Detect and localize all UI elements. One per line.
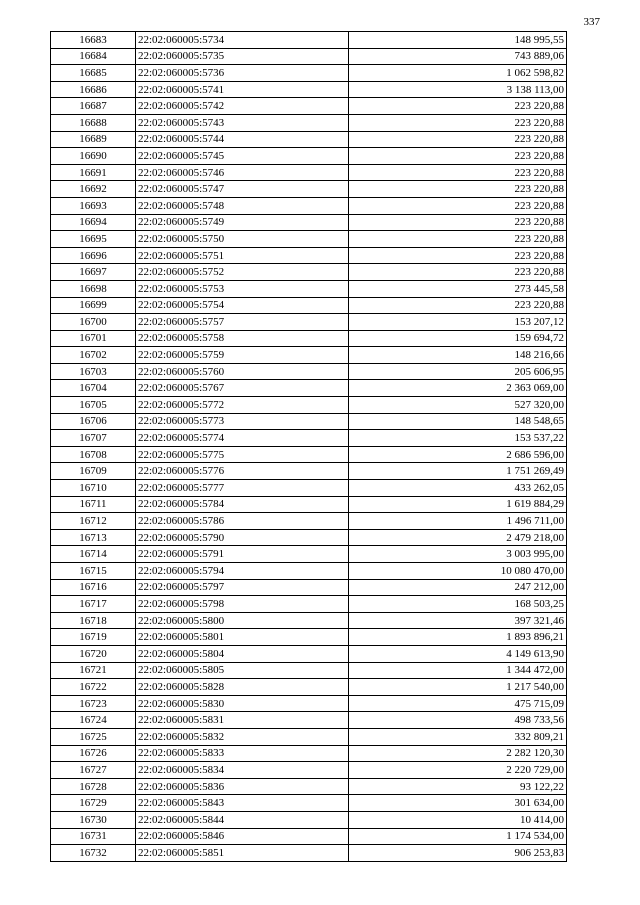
cadastral-value: 223 220,88 <box>349 197 567 214</box>
row-number: 16699 <box>51 297 136 314</box>
cadastral-number: 22:02:060005:5743 <box>136 114 349 131</box>
row-number: 16684 <box>51 48 136 65</box>
page-number: 337 <box>583 16 600 28</box>
table-row <box>51 380 567 397</box>
table-row <box>51 629 567 646</box>
cadastral-value: 247 212,00 <box>349 579 567 596</box>
cadastral-number: 22:02:060005:5751 <box>136 247 349 264</box>
row-number: 16725 <box>51 728 136 745</box>
table-row <box>51 513 567 530</box>
row-number: 16707 <box>51 430 136 447</box>
cadastral-value: 2 479 218,00 <box>349 529 567 546</box>
cadastral-number: 22:02:060005:5797 <box>136 579 349 596</box>
cadastral-number: 22:02:060005:5844 <box>136 811 349 828</box>
table-row <box>51 811 567 828</box>
cadastral-number: 22:02:060005:5776 <box>136 463 349 480</box>
cadastral-number: 22:02:060005:5828 <box>136 679 349 696</box>
cadastral-value: 475 715,09 <box>349 695 567 712</box>
cadastral-number: 22:02:060005:5830 <box>136 695 349 712</box>
cadastral-number: 22:02:060005:5774 <box>136 430 349 447</box>
cadastral-number: 22:02:060005:5735 <box>136 48 349 65</box>
cadastral-number: 22:02:060005:5833 <box>136 745 349 762</box>
row-number: 16723 <box>51 695 136 712</box>
table-row <box>51 164 567 181</box>
cadastral-value: 1 344 472,00 <box>349 662 567 679</box>
cadastral-number: 22:02:060005:5752 <box>136 264 349 281</box>
table-row <box>51 32 567 49</box>
cadastral-number: 22:02:060005:5759 <box>136 347 349 364</box>
cadastral-value: 223 220,88 <box>349 181 567 198</box>
cadastral-value: 3 003 995,00 <box>349 546 567 563</box>
row-number: 16716 <box>51 579 136 596</box>
row-number: 16689 <box>51 131 136 148</box>
table-row <box>51 98 567 115</box>
cadastral-number: 22:02:060005:5758 <box>136 330 349 347</box>
table-row <box>51 563 567 580</box>
table-row <box>51 214 567 231</box>
cadastral-value: 205 606,95 <box>349 363 567 380</box>
row-number: 16685 <box>51 65 136 82</box>
cadastral-number: 22:02:060005:5794 <box>136 563 349 580</box>
row-number: 16727 <box>51 762 136 779</box>
row-number: 16698 <box>51 280 136 297</box>
cadastral-number: 22:02:060005:5744 <box>136 131 349 148</box>
row-number: 16728 <box>51 778 136 795</box>
cadastral-value: 223 220,88 <box>349 148 567 165</box>
cadastral-value: 4 149 613,90 <box>349 645 567 662</box>
cadastral-number: 22:02:060005:5777 <box>136 480 349 497</box>
cadastral-value: 148 995,55 <box>349 32 567 49</box>
cadastral-number: 22:02:060005:5773 <box>136 413 349 430</box>
cadastral-number: 22:02:060005:5750 <box>136 231 349 248</box>
row-number: 16718 <box>51 612 136 629</box>
row-number: 16693 <box>51 197 136 214</box>
cadastral-number: 22:02:060005:5805 <box>136 662 349 679</box>
table-row <box>51 397 567 414</box>
row-number: 16686 <box>51 81 136 98</box>
cadastral-value: 159 694,72 <box>349 330 567 347</box>
cadastral-value: 223 220,88 <box>349 214 567 231</box>
cadastral-number: 22:02:060005:5790 <box>136 529 349 546</box>
cadastral-number: 22:02:060005:5747 <box>136 181 349 198</box>
table-row <box>51 463 567 480</box>
table-row <box>51 314 567 331</box>
cadastral-number: 22:02:060005:5801 <box>136 629 349 646</box>
table-row <box>51 679 567 696</box>
cadastral-value: 301 634,00 <box>349 795 567 812</box>
cadastral-value: 223 220,88 <box>349 264 567 281</box>
cadastral-number: 22:02:060005:5745 <box>136 148 349 165</box>
table-row <box>51 297 567 314</box>
row-number: 16702 <box>51 347 136 364</box>
cadastral-value: 3 138 113,00 <box>349 81 567 98</box>
cadastral-number: 22:02:060005:5843 <box>136 795 349 812</box>
cadastral-value: 148 548,65 <box>349 413 567 430</box>
table-row <box>51 446 567 463</box>
table-row <box>51 645 567 662</box>
row-number: 16730 <box>51 811 136 828</box>
row-number: 16696 <box>51 247 136 264</box>
row-number: 16703 <box>51 363 136 380</box>
row-number: 16722 <box>51 679 136 696</box>
cadastral-value: 2 220 729,00 <box>349 762 567 779</box>
row-number: 16695 <box>51 231 136 248</box>
row-number: 16694 <box>51 214 136 231</box>
row-number: 16721 <box>51 662 136 679</box>
table-row <box>51 529 567 546</box>
cadastral-value: 433 262,05 <box>349 480 567 497</box>
cadastral-number: 22:02:060005:5746 <box>136 164 349 181</box>
cadastral-value: 1 893 896,21 <box>349 629 567 646</box>
cadastral-number: 22:02:060005:5846 <box>136 828 349 845</box>
table-row <box>51 480 567 497</box>
cadastral-value: 93 122,22 <box>349 778 567 795</box>
row-number: 16729 <box>51 795 136 812</box>
cadastral-value: 223 220,88 <box>349 297 567 314</box>
cadastral-value: 1 174 534,00 <box>349 828 567 845</box>
table-row <box>51 430 567 447</box>
cadastral-value: 223 220,88 <box>349 164 567 181</box>
row-number: 16691 <box>51 164 136 181</box>
row-number: 16713 <box>51 529 136 546</box>
cadastral-number: 22:02:060005:5775 <box>136 446 349 463</box>
row-number: 16700 <box>51 314 136 331</box>
cadastral-value: 397 321,46 <box>349 612 567 629</box>
cadastral-number: 22:02:060005:5831 <box>136 712 349 729</box>
table-row <box>51 264 567 281</box>
table-row <box>51 596 567 613</box>
row-number: 16724 <box>51 712 136 729</box>
table-row <box>51 745 567 762</box>
cadastral-value: 223 220,88 <box>349 131 567 148</box>
row-number: 16732 <box>51 845 136 862</box>
row-number: 16709 <box>51 463 136 480</box>
row-number: 16726 <box>51 745 136 762</box>
table-row <box>51 712 567 729</box>
cadastral-value: 527 320,00 <box>349 397 567 414</box>
table-row <box>51 197 567 214</box>
row-number: 16697 <box>51 264 136 281</box>
cadastral-number: 22:02:060005:5748 <box>136 197 349 214</box>
row-number: 16720 <box>51 645 136 662</box>
cadastral-value: 223 220,88 <box>349 114 567 131</box>
table-row <box>51 81 567 98</box>
cadastral-number: 22:02:060005:5804 <box>136 645 349 662</box>
table-row <box>51 845 567 862</box>
cadastral-value: 10 080 470,00 <box>349 563 567 580</box>
cadastral-value: 2 686 596,00 <box>349 446 567 463</box>
cadastral-number: 22:02:060005:5753 <box>136 280 349 297</box>
cadastral-number: 22:02:060005:5754 <box>136 297 349 314</box>
cadastral-value: 153 207,12 <box>349 314 567 331</box>
cadastral-value-table <box>50 31 567 862</box>
cadastral-value: 332 809,21 <box>349 728 567 745</box>
table-row <box>51 579 567 596</box>
table-row <box>51 695 567 712</box>
row-number: 16714 <box>51 546 136 563</box>
row-number: 16683 <box>51 32 136 49</box>
row-number: 16687 <box>51 98 136 115</box>
row-number: 16717 <box>51 596 136 613</box>
row-number: 16688 <box>51 114 136 131</box>
cadastral-value: 273 445,58 <box>349 280 567 297</box>
cadastral-number: 22:02:060005:5767 <box>136 380 349 397</box>
cadastral-number: 22:02:060005:5749 <box>136 214 349 231</box>
table-row <box>51 65 567 82</box>
cadastral-number: 22:02:060005:5784 <box>136 496 349 513</box>
row-number: 16706 <box>51 413 136 430</box>
table-row <box>51 48 567 65</box>
table-row <box>51 762 567 779</box>
table-row <box>51 114 567 131</box>
table-row <box>51 131 567 148</box>
cadastral-value: 223 220,88 <box>349 98 567 115</box>
table-row <box>51 280 567 297</box>
row-number: 16710 <box>51 480 136 497</box>
table-row <box>51 363 567 380</box>
row-number: 16692 <box>51 181 136 198</box>
cadastral-number: 22:02:060005:5836 <box>136 778 349 795</box>
cadastral-number: 22:02:060005:5798 <box>136 596 349 613</box>
table-row <box>51 148 567 165</box>
cadastral-value: 168 503,25 <box>349 596 567 613</box>
row-number: 16711 <box>51 496 136 513</box>
cadastral-number: 22:02:060005:5742 <box>136 98 349 115</box>
row-number: 16712 <box>51 513 136 530</box>
row-number: 16690 <box>51 148 136 165</box>
cadastral-value: 1 217 540,00 <box>349 679 567 696</box>
cadastral-number: 22:02:060005:5834 <box>136 762 349 779</box>
cadastral-number: 22:02:060005:5832 <box>136 728 349 745</box>
cadastral-value: 906 253,83 <box>349 845 567 862</box>
row-number: 16731 <box>51 828 136 845</box>
cadastral-number: 22:02:060005:5736 <box>136 65 349 82</box>
table-row <box>51 496 567 513</box>
table-row <box>51 662 567 679</box>
cadastral-number: 22:02:060005:5851 <box>136 845 349 862</box>
row-number: 16708 <box>51 446 136 463</box>
row-number: 16705 <box>51 397 136 414</box>
table-row <box>51 231 567 248</box>
cadastral-number: 22:02:060005:5800 <box>136 612 349 629</box>
cadastral-number: 22:02:060005:5786 <box>136 513 349 530</box>
table-row <box>51 330 567 347</box>
cadastral-value: 148 216,66 <box>349 347 567 364</box>
cadastral-number: 22:02:060005:5734 <box>136 32 349 49</box>
cadastral-value: 2 282 120,30 <box>349 745 567 762</box>
table-row <box>51 795 567 812</box>
cadastral-value: 153 537,22 <box>349 430 567 447</box>
table-row <box>51 181 567 198</box>
row-number: 16704 <box>51 380 136 397</box>
cadastral-number: 22:02:060005:5741 <box>136 81 349 98</box>
row-number: 16715 <box>51 563 136 580</box>
cadastral-value: 10 414,00 <box>349 811 567 828</box>
cadastral-number: 22:02:060005:5760 <box>136 363 349 380</box>
table-row <box>51 728 567 745</box>
cadastral-number: 22:02:060005:5757 <box>136 314 349 331</box>
cadastral-value: 743 889,06 <box>349 48 567 65</box>
table-body <box>51 32 567 862</box>
cadastral-value: 223 220,88 <box>349 247 567 264</box>
cadastral-value: 223 220,88 <box>349 231 567 248</box>
cadastral-value: 2 363 069,00 <box>349 380 567 397</box>
table-row <box>51 778 567 795</box>
table-row <box>51 612 567 629</box>
row-number: 16701 <box>51 330 136 347</box>
cadastral-number: 22:02:060005:5791 <box>136 546 349 563</box>
row-number: 16719 <box>51 629 136 646</box>
cadastral-value: 1 751 269,49 <box>349 463 567 480</box>
cadastral-value: 1 496 711,00 <box>349 513 567 530</box>
cadastral-value: 1 619 884,29 <box>349 496 567 513</box>
table-row <box>51 413 567 430</box>
cadastral-number: 22:02:060005:5772 <box>136 397 349 414</box>
cadastral-value: 498 733,56 <box>349 712 567 729</box>
cadastral-value: 1 062 598,82 <box>349 65 567 82</box>
table-row <box>51 347 567 364</box>
table-row <box>51 247 567 264</box>
table-row <box>51 828 567 845</box>
table-row <box>51 546 567 563</box>
